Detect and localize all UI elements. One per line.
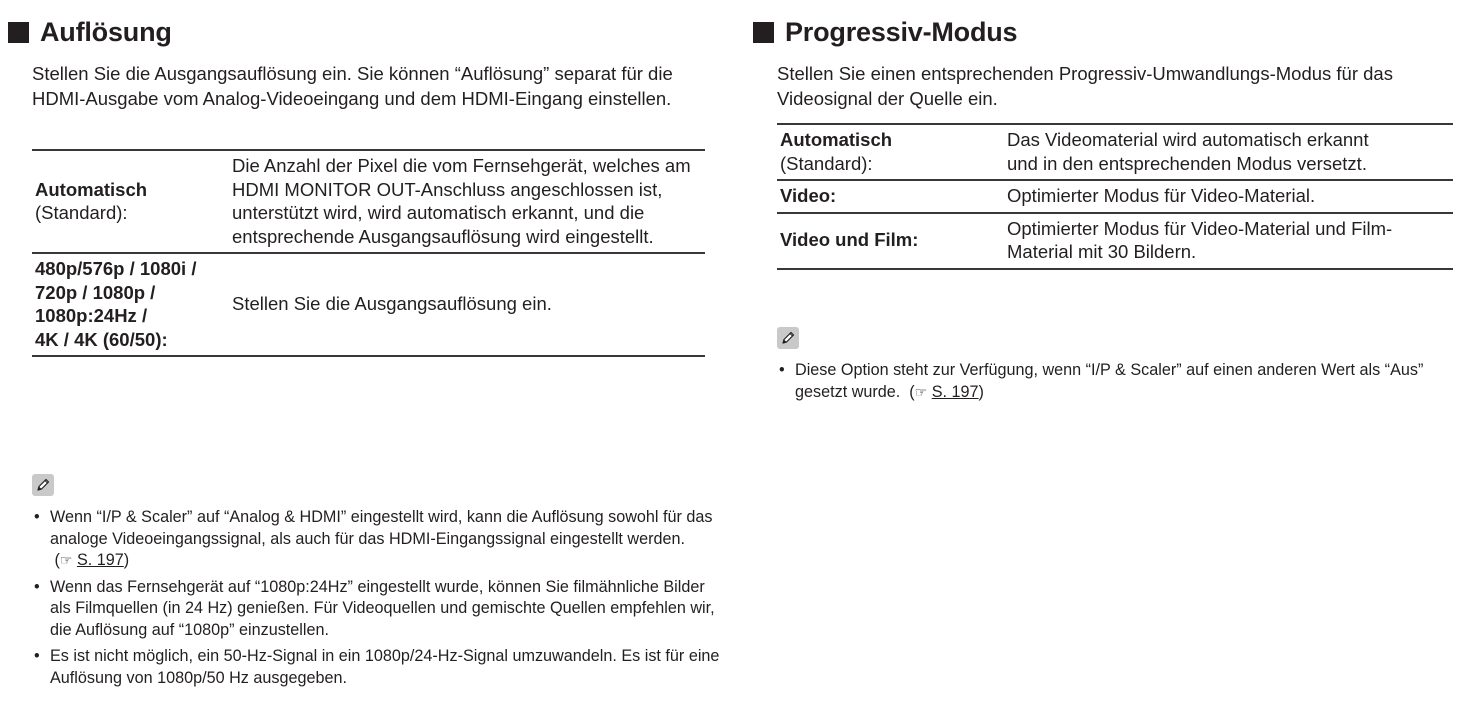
options-table — [777, 123, 1453, 270]
option-key: Video: — [780, 185, 837, 206]
table-row — [32, 253, 705, 356]
notes-list — [777, 360, 1469, 408]
pencil-icon — [32, 474, 54, 496]
section-heading — [753, 17, 1017, 48]
heading-square-icon — [753, 22, 774, 43]
page-reference[interactable]: (☞ S. 197) — [50, 551, 129, 569]
note-item: • Es ist nicht möglich, ein 50-Hz-Signal in ein 1080p/24-Hz-Signal umzuwandeln. Es ist für eine Auflösung von 1080p/50 Hz ausgegeben. — [34, 647, 720, 687]
section-intro: Stellen Sie einen entsprechenden Progressiv-Umwandlungs-Modus für das Videosignal der Quelle ein. — [777, 63, 1393, 109]
option-description: Das Videomaterial wird automatisch erkannt und in den entsprechenden Modus versetzt. — [1007, 129, 1369, 174]
option-description: Optimierter Modus für Video-Material. — [1007, 185, 1316, 206]
note-item: • Wenn “I/P & Scaler” auf “Analog & HDMI” eingestellt wird, kann die Auflösung sowohl für das analoge Videoeingangssignal, als auch für das HDMI-Eingangssignal eingestellt werden. (☞ S. 197) — [32, 507, 722, 572]
pencil-icon — [777, 327, 799, 349]
table-row — [777, 180, 1453, 213]
option-key: Automatisch (Standard): — [32, 150, 232, 253]
notes-list — [32, 507, 722, 694]
pointing-hand-icon: ☞ — [914, 383, 928, 400]
option-key: 480p/576p / 1080i / 720p / 1080p / 1080p:24Hz / 4K / 4K (60/50): — [35, 258, 197, 350]
note-item: • Diese Option steht zur Verfügung, wenn “I/P & Scaler” auf einen anderen Wert als “Aus” gesetzt wurde. (☞ S. 197) — [777, 360, 1469, 403]
option-key: Video und Film: — [780, 229, 919, 251]
note-item: • Wenn das Fernsehgerät auf “1080p:24Hz” eingestellt wurde, können Sie filmähnliche Bilder als Filmquellen (in 24 Hz) genießen. Für Videoquellen und gemischte Quellen empfehlen wir, die Auflösung auf “1080p” einzustellen. — [34, 577, 715, 639]
option-key-default: (Standard): — [35, 202, 128, 223]
heading-text: Auflösung — [40, 17, 172, 47]
option-description: Stellen Sie die Ausgangsauflösung ein. — [232, 293, 552, 315]
option-key: Automatisch (Standard): — [777, 124, 1007, 180]
page-link[interactable]: S. 197 — [76, 551, 124, 569]
option-description: Optimierter Modus für Video-Material und Film-Material mit 30 Bildern. — [1007, 217, 1393, 262]
options-table — [32, 149, 705, 357]
option-key-default: (Standard): — [780, 152, 873, 174]
table-row — [32, 150, 705, 253]
table-row — [777, 213, 1453, 269]
heading-square-icon — [8, 22, 29, 43]
section-intro: Stellen Sie die Ausgangsauflösung ein. Sie können “Auflösung” separat für die HDMI-Ausgabe vom Analog-Videoeingang und dem HDMI-Eingang einstellen. — [32, 63, 673, 109]
heading-text: Progressiv-Modus — [785, 17, 1018, 47]
page-link[interactable]: S. 197 — [931, 382, 979, 401]
option-description: Die Anzahl der Pixel die vom Fernsehgerät, welches am HDMI MONITOR OUT-Anschluss angeschlossen ist, unterstützt wird, wird automatisch erkannt, und die entsprechende Ausgangsauflösung wird eingestellt. — [232, 155, 691, 247]
pointing-hand-icon: ☞ — [59, 552, 73, 568]
page-reference[interactable]: (☞ S. 197) — [905, 383, 984, 401]
table-row — [777, 124, 1453, 180]
section-heading — [8, 17, 172, 48]
